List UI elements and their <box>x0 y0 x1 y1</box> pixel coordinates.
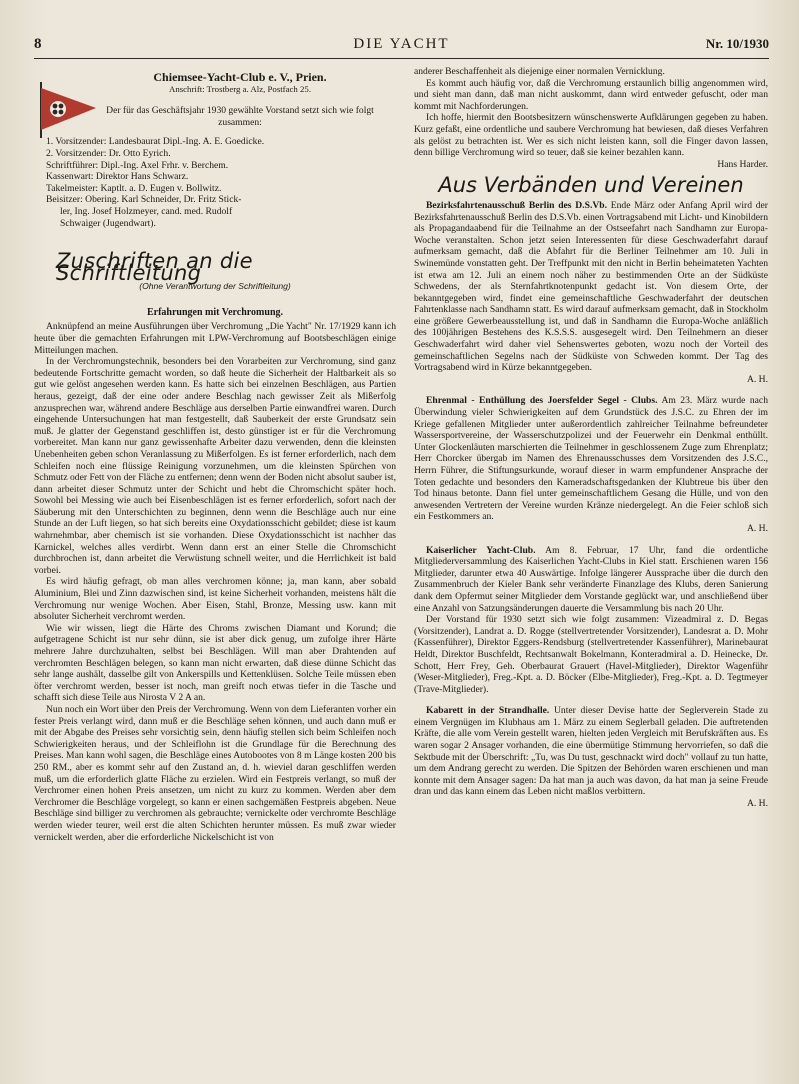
board-line: Schriftführer: Dipl.-Ing. Axel Frhr. v. Berchem. <box>46 159 229 171</box>
page-number: 8 <box>34 36 42 52</box>
running-title: DIE YACHT <box>353 36 450 52</box>
news-item <box>414 200 768 374</box>
club-intro: Der für das Geschäftsjahr 1930 gewählte Vorstand setzt sich wie folgt zusammen: <box>106 105 374 128</box>
news-item-continued: Der Vorstand für 1930 setzt sich wie folgt zusammen: Vizeadmiral z. D. Begas (Vorsitzender), Landrat a. D. Rogge (stellvertretender Vorsitzender), Landesrat a. D. Mohr (Kassenführer), Direktor Eggers-Rendsburg (stellvertretender Kassenführer), Marinebaurat Heldt, Direktor Buschfeldt, Rechtsanwalt Bokelmann, Konteradmiral a. D. Heinecke, Dr. Schott, Herr Frey, Geh. Oberbaurat Grauert (Havel-Mitglieder), Direktor Wagenführ (Weser-Mitglieder), Freg.-Kpt. a. D. Böcker (Elbe-Mitglieder), Freg.-Kpt. a. D. Tegtmeyer (Trave-Mitglieder). <box>414 614 768 695</box>
news-item <box>414 395 768 523</box>
article-signature: Hans Harder. <box>717 158 768 170</box>
news-signature: A. H. <box>746 522 768 534</box>
page-header <box>34 36 769 58</box>
news-signature: A. H. <box>746 373 768 385</box>
news-text: Unter dieser Devise hatte der Seglerverein Stade zu einem Vergnügen im Klubhaus am 1. März zu einem Seglerball geladen. Die auftretenden Kräfte, die alle vom Verein gestellt waren, hielten jeden Vergleich mit Berufskräften aus. Es waren sogar 2 Ansager vorhanden, die eine übermütige Stimmung hervorriefen, so daß die Sektbude mit der Überschrift: „Tu, was Du tust, geschnackt wird doch" vollauf zu tun hatte, um dem Andrang gerecht zu werden. Die Spitzen der Behörden waren erschienen und man konnte mit dem Ansager sagen: Da hat man ja auch was davon, da hat man ja seine Freude dran und das kann einem das Leben nicht maßlos verbittern. <box>414 705 768 798</box>
club-address: Anschrift: Trostberg a. Alz, Postfach 25. <box>168 83 312 94</box>
news-signature: A. H. <box>746 798 768 810</box>
section-heading-verbaende: Aus Verbänden und Vereinen <box>438 173 744 198</box>
section-heading-zuschriften: Zuschriften an die Schriftleitung <box>56 249 253 285</box>
news-item <box>414 705 768 798</box>
board-line: Schwaiger (Jugendwart). <box>60 217 156 229</box>
club-title: Chiemsee-Yacht-Club e. V., Prien. <box>153 70 327 84</box>
right-column <box>414 66 768 810</box>
article-paragraph: Anknüpfend an meine Ausführungen über Verchromung „Die Yacht" Nr. 17/1929 kann ich heute über die gemachten Erfahrungen mit LPW-Verchromung auf Bootsbeschlägen einige Mitteilungen machen. <box>34 321 396 356</box>
board-line: Beisitzer: Obering. Karl Schneider, Dr. Fritz Stick- <box>46 194 242 206</box>
article-paragraph: In der Verchromungstechnik, besonders bei den Vorarbeiten zur Verchromung, sind ganz bedeutende Fortschritte gemacht worden, so daß heute die Sicherheit der Haltbarkeit als so gut wie gelöst angesehen werden kann. Es hatte sich bei einzelnen Beschlägen, aus Partien heraus, gezeigt, daß der eine oder andere Beschlag nach gewisser Zeit als Mißerfolg anzusprechen war, während andere Beschläge aus derselben Partie einwandfrei waren. Durch eingehende Untersuchungen hat man festgestellt, daß Sauberkeit der erste Grundsatz sein muß. Je glatter der Gegenstand geschliffen ist, desto günstiger ist er für die Verchromung vorbereitet. Man kann nur ganz gewissenhafte Arbeiter dazu verwenden, denn die kleinsten Unebenheiten geben schon Veranlassung zu Mißerfolgen. Es ist ferner erforderlich, nach dem Schleifen noch eine flüssige Reinigung vorzunehmen, um die kleinsten Spürchen von Schmutz oder Fett von der Fläche zu entfernen; denn wenn der Boden nicht absolut sauber ist, dann arbeitet dieser Schmutz unter der Schicht und hebt die Chromschicht später hoch. Sowohl bei Messing wie auch bei Eisenbeschlägen ist es ferner erforderlich, sofort nach der Säuberung mit den Unterschichten zu beginnen, denn wenn die Beschläge auch nur eine Stunde an der Luft liegen, so hat sich bereits eine Oxydationsschicht gebildet; diese ist kaum wahrnehmbar, aber chemisch ist sie vorhanden. Diese Oxydationsschicht ist nachher das Karnickel, welches alles verdirbt. Wenn dann erst an einer Stelle die Chromschicht durchbrochen ist, dann arbeitet die Verwüstung schnell weiter, und die Herrlichkeit ist bald vorbei. <box>34 356 396 576</box>
news-text: Am 8. Februar, 17 Uhr, fand die ordentliche Mitgliederversammlung des Kaiserlichen Yacht-Clubs in Kiel statt. Erschienen waren 156 Mitglieder, darunter etwa 40 Auswärtige. Infolge längerer Aussprache über die durch den Zusammenbruch der Kieler Bank sehr veränderte Finanzlage des Klubs, deren Sanierung dank dem Opfermut seiner Mitglieder dem Vorstande geglückt war, und anschließend über eine Anzahl von Satzungsänderungen dauerte die Versammlung bis nach 20 Uhr. <box>414 544 769 614</box>
board-line: Takelmeister: Kaptlt. a. D. Eugen v. Bollwitz. <box>46 182 222 194</box>
board-line: 1. Vorsitzender: Landesbaurat Dipl.-Ing. A. E. Goedicke. <box>46 136 265 148</box>
article-paragraph: Nun noch ein Wort über den Preis der Verchromung. Wenn von dem Lieferanten vorher ein fester Preis verlangt wird, dann muß er die Beschläge sehen können, und auch dann muß er mit der Abgabe des Preises sehr vorsichtig sein, denn häufig stellen sich beim Schleifen noch Schwierigkeiten heraus, und der Schleiflohn ist die Grundlage für die Berechnung des Preises. Man kann wohl sagen, die Beschläge eines Autobootes von 8 m Länge kosten 200 bis 250 RM., aber es kommt sehr auf den Zustand an, d. h. wieviel daran geschliffen werden muß, um die erforderlich glatte Fläche zu erzielen. Wird ein Festpreis verlangt, so muß der Verchromer einen hohen Preis ansetzen, um nicht zu kurz zu kommen. Werden aber dem Verchromer die Beschläge vorgelegt, so kann er einen sachgemäßen Festpreis abgeben. Neue Beschläge sind billiger zu verchromen als gebrauchte; vernickelte oder verchromte Beschläge werden wieder teurer, weil erst die alten Schichten herunter müssen. Es muß zwar wieder vernickelt werden, aber die erforderliche Nickelschicht ist von <box>34 703 396 843</box>
news-lead: Bezirksfahrtenausschuß Berlin des D.S.Vb. <box>426 199 608 211</box>
news-lead: Kabarett in der Strandhalle. <box>426 705 550 717</box>
article-paragraph: Wie wir wissen, liegt die Härte des Chroms zwischen Diamant und Korund; die aufgetragene Schicht ist nur sehr dünn, sie ist aber dick genug, um zufolge ihrer Härte mehrere Jahre durchzuhalten, selbst bei Beschlägen. Will man aber Drahtenden auf verchromten Beschlägen belegen, so kann man nicht erwarten, daß diese dünne Schicht das sehr lange aushält, dasselbe gilt von Ankerspills und Kettenklüsen. Solche Teile müssen eben öfter verchromt werden, besser ist noch, man greift noch etwas tiefer in die Tasche und schafft sich diese Teile aus Nirosta V 2 A an. <box>34 622 396 704</box>
issue-number: Nr. 10/1930 <box>705 36 769 51</box>
article-continuation: anderer Beschaffenheit als diejenige einer normalen Vernicklung. <box>414 66 665 77</box>
club-announcement <box>34 72 396 242</box>
left-column <box>34 66 396 843</box>
section-subheading: (Ohne Verantwortung der Schriftleitung) <box>139 281 291 292</box>
board-line: ler, Ing. Josef Holzmeyer, cand. med. Rudolf <box>60 205 233 217</box>
news-lead: Ehrenmal - Enthüllung des Joersfelder Segel - Clubs. <box>426 395 658 407</box>
news-item <box>414 545 768 615</box>
article-title: Erfahrungen mit Verchromung. <box>146 306 284 318</box>
article-continuation: Es kommt auch häufig vor, daß die Verchromung erstaunlich billig angenommen wird, und sieht man dann, daß man nicht auskommt, dann wird entweder gefuscht, oder man kommt mit Nachforderungen. <box>414 77 768 112</box>
club-pennant-icon <box>38 82 98 138</box>
article-paragraph: Es wird häufig gefragt, ob man alles verchromen könne; ja, man kann, aber sobald Aluminium, Blei und Zinn dazwischen sind, ist keine Sicherheit vorhanden, meistens hält die Verchromung nur wenige Wochen. Aber Eisen, Stahl, Bronze, Messing usw. kann mit absoluter Sicherheit verchromt werden. <box>34 576 396 623</box>
news-text: Ende März oder Anfang April wird der Bezirksfahrtenausschuß Berlin des D.S.Vb. einen Vortragsabend mit Licht- und Kinobildern als Propagandaabend für die Teilnahme an der Ostseefahrt nach Sandhamn zur Europa-Woche veranstalten. Schon jetzt seien Interessenten für diese Geschwaderfahrt darauf aufmerksam gemacht, daß die Abfahrt für die Berliner Teilnehmer am 10. Juli in Swinemünde vonstatten geht. Der Treffpunkt mit den nicht in Berlin beheimateten Yachten ist etwa am 12. Juli an einem noch näher zu bestimmenden Orte an der Südküste Schwedens, der als Sternfahrtknotenpunkt gedacht ist. Von diesem Orte, der bekanntgegeben wird, findet eine gemeinschaftliche Geschwaderfahrt der deutschen Fahrtenklasse nach Sandhamn statt. Es wird darauf aufmerksam gemacht, daß in Stockholm eine größere Gewerbeausstellung ist, und daß in Sandhamn die Europa-Woche anläßlich des 100jährigen Bestehens des K.S.S.S. ausgesegelt wird. Den Teilnehmern an dieser Geschwaderfahrt wird daher viel Sehenswertes geboten, wozu noch der Vorteil des gemeinschaftlichen Segelns nach der Südküste von Schweden kommt. Der Tag des Vortragsabend wird in Kürze bekanntgegeben. <box>414 199 769 374</box>
news-lead: Kaiserlicher Yacht-Club. <box>426 544 536 556</box>
board-line: 2. Vorsitzender: Dr. Otto Eyrich. <box>46 147 171 159</box>
board-line: Kassenwart: Direktor Hans Schwarz. <box>46 171 189 183</box>
article-continuation: Ich hoffe, hiermit den Bootsbesitzern wünschenswerte Aufklärungen gegeben zu haben. Kurz gefaßt, eine ordentliche und saubere Verchromung hat bewiesen, daß dieses Verfahren als gelöst zu betrachten ist. Wer es sich nicht leisten kann, soll die Finger davon lassen, denn billige Verchromung wird so teuer, daß sie keiner bezahlen kann. <box>414 112 768 159</box>
header-rule <box>34 58 769 59</box>
news-text: Am 23. März wurde nach Überwindung vieler Schwierigkeiten auf dem Grundstück des J.S.C. zu Ehren der im Kriege gefallenen Mitglieder unter außerordentlich zahlreicher Teilnahme befreundeter Wassersportvereine, der Wasserschutzpolizei und der Feuerwehr ein Denkmal enthüllt. Unter Glockenläuten marschierten die Teilnehmer in geschlossenem Zuge zum Ehrenplatz; Herr Chorcker übergab im Namen des Ehrenausschusses dem Vorsitzenden des J.S.C., Herrn Führer, die Stiftungsurkunde, worauf dieser in warm empfundener Ansprache der Toten gedachte und besonders den Kameradschaftsgedanken der Klubtreue bis über den Tod hinaus betonte. Dann fiel unter gemeinschaftlichem Gesang die Hülle, und von den anwesenden Vertretern der Vereine wurden Kränze niedergelegt. An die Feier schloß sich ein Festkommers an. <box>414 395 768 523</box>
